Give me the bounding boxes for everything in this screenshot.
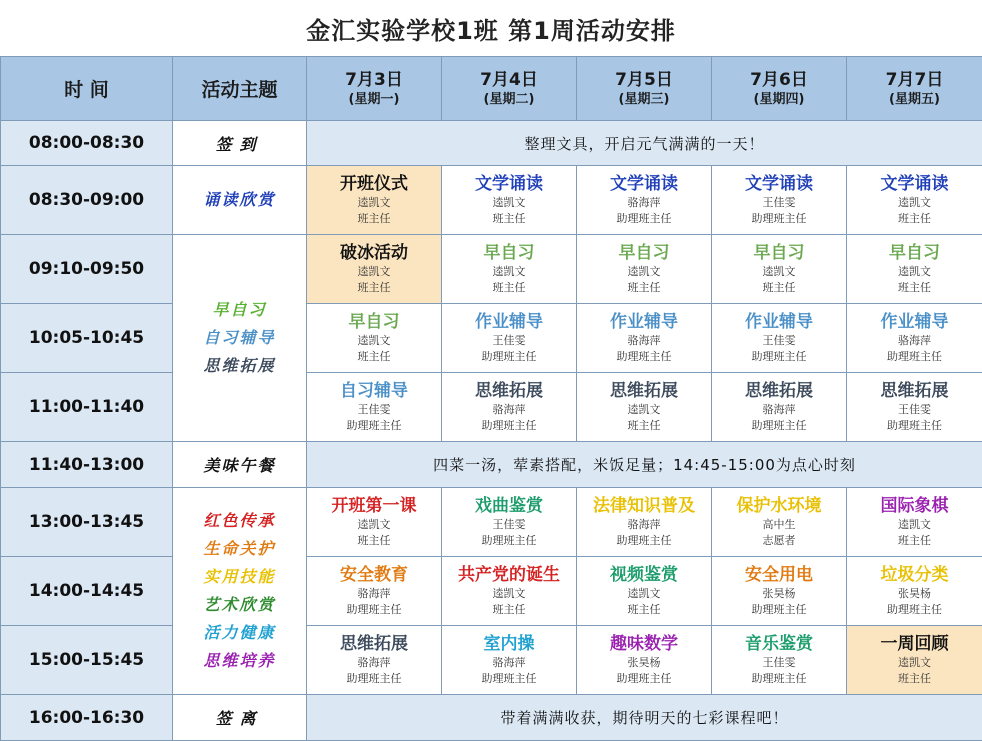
activity-title: 一周回顾	[880, 634, 949, 654]
theme-text: 红色传承	[203, 511, 276, 530]
activity-cell	[307, 304, 442, 373]
activity-title: 破冰活动	[340, 243, 408, 263]
teacher-name: 逵凯文	[898, 196, 931, 209]
theme-text: 自习辅导	[203, 328, 276, 347]
teacher-name: 骆海萍	[627, 518, 661, 531]
activity-title: 思维拓展	[745, 381, 813, 401]
activity-cell	[577, 166, 712, 235]
activity-title: 开班第一课	[331, 496, 417, 516]
teacher-name: 逵凯文	[357, 518, 391, 531]
teacher-role: 班主任	[898, 281, 931, 294]
activity-title: 安全用电	[745, 565, 813, 585]
teacher-name: 逵凯文	[762, 265, 796, 278]
activity-cell	[847, 235, 982, 304]
time-slot: 13:00-13:45	[1, 488, 173, 557]
theme-reading	[173, 166, 307, 235]
teacher-name: 骆海萍	[762, 403, 796, 416]
activity-cell	[442, 373, 577, 442]
teacher-name: 逵凯文	[357, 334, 391, 347]
teacher-role: 班主任	[762, 281, 796, 294]
theme-text: 早自习	[212, 300, 267, 319]
activity-cell	[577, 235, 712, 304]
time-slot: 10:05-10:45	[1, 304, 173, 373]
activity-cell	[847, 557, 982, 626]
activity-cell	[307, 488, 442, 557]
teacher-name: 王佳雯	[898, 403, 931, 416]
activity-cell	[847, 488, 982, 557]
activity-title: 思维拓展	[475, 381, 543, 401]
activity-title: 法律知识普及	[593, 496, 695, 516]
time-slot: 15:00-15:45	[1, 626, 173, 695]
teacher-role: 助理班主任	[346, 419, 402, 432]
teacher-name: 逵凯文	[627, 265, 661, 278]
teacher-role: 助理班主任	[616, 212, 672, 225]
activity-cell	[712, 373, 847, 442]
teacher-role: 助理班主任	[887, 603, 942, 616]
teacher-role: 助理班主任	[481, 350, 537, 363]
teacher-name: 逵凯文	[627, 403, 661, 416]
activity-cell	[577, 304, 712, 373]
activity-title: 垃圾分类	[880, 565, 949, 585]
teacher-name: 逵凯文	[492, 196, 526, 209]
activity-title: 作业辅导	[880, 312, 949, 332]
teacher-name: 王佳雯	[492, 518, 526, 531]
teacher-name: 逵凯文	[627, 587, 661, 600]
header-day-5	[847, 57, 982, 121]
teacher-name: 王佳雯	[357, 403, 391, 416]
teacher-name: 张昊杨	[762, 587, 796, 600]
activity-cell	[442, 557, 577, 626]
day-weekday: (星期二)	[483, 91, 535, 107]
theme-lunch: 美味午餐	[173, 442, 307, 488]
row-1300	[1, 488, 982, 557]
activity-cell	[442, 488, 577, 557]
theme-text: 思维拓展	[203, 356, 276, 375]
teacher-role: 班主任	[898, 212, 931, 225]
signout-note: 带着满满收获，期待明天的七彩课程吧！	[307, 695, 982, 741]
activity-cell	[442, 304, 577, 373]
theme-signout: 签离	[173, 695, 307, 741]
activity-title: 室内操	[483, 634, 535, 654]
teacher-name: 骆海萍	[492, 656, 526, 669]
row-lunch	[1, 442, 982, 488]
row-0830	[1, 166, 982, 235]
activity-cell	[307, 557, 442, 626]
teacher-role: 助理班主任	[751, 603, 807, 616]
activity-title: 文学诵读	[475, 174, 543, 194]
teacher-name: 骆海萍	[357, 656, 391, 669]
activity-title: 国际象棋	[880, 496, 949, 516]
signin-note: 整理文具，开启元气满满的一天！	[307, 121, 982, 166]
activity-title: 文学诵读	[745, 174, 813, 194]
page-title: 金汇实验学校1班 第1周活动安排	[306, 16, 676, 45]
teacher-name: 王佳雯	[762, 656, 796, 669]
activity-cell	[307, 626, 442, 695]
theme-text: 诵读欣赏	[203, 190, 276, 209]
activity-title: 文学诵读	[610, 174, 678, 194]
header-time: 时 间	[1, 57, 173, 121]
activity-cell	[442, 626, 577, 695]
teacher-role: 班主任	[357, 534, 391, 547]
day-date: 7月7日	[885, 69, 944, 90]
teacher-role: 助理班主任	[751, 419, 807, 432]
time-slot: 11:00-11:40	[1, 373, 173, 442]
activity-title: 早自习	[753, 243, 805, 263]
activity-cell	[442, 166, 577, 235]
activity-cell	[712, 488, 847, 557]
teacher-role: 班主任	[627, 281, 661, 294]
theme-text: 活力健康	[203, 623, 276, 642]
teacher-role: 班主任	[492, 603, 526, 616]
teacher-role: 班主任	[492, 212, 526, 225]
activity-cell	[442, 235, 577, 304]
teacher-role: 班主任	[627, 419, 661, 432]
activity-title: 早自习	[483, 243, 535, 263]
teacher-role: 助理班主任	[751, 672, 807, 685]
theme-text: 生命关护	[203, 539, 276, 558]
teacher-name: 王佳雯	[492, 334, 526, 347]
teacher-name: 张昊杨	[627, 656, 661, 669]
activity-cell	[847, 373, 982, 442]
teacher-role: 助理班主任	[887, 419, 942, 432]
day-date: 7月3日	[345, 69, 403, 90]
theme-text: 思维培养	[203, 651, 276, 670]
teacher-name: 骆海萍	[357, 587, 391, 600]
lunch-note: 四菜一汤，荤素搭配，米饭足量；14:45-15:00为点心时刻	[307, 442, 982, 488]
teacher-role: 班主任	[492, 281, 526, 294]
activity-title: 共产党的诞生	[458, 565, 560, 585]
activity-cell	[712, 235, 847, 304]
activity-title: 作业辅导	[475, 312, 543, 332]
row-0910	[1, 235, 982, 304]
day-weekday: (星期一)	[348, 91, 400, 107]
teacher-name: 高中生	[762, 518, 796, 531]
theme-morning	[173, 235, 307, 442]
teacher-name: 骆海萍	[627, 196, 661, 209]
teacher-role: 志愿者	[762, 534, 796, 547]
row-1100	[1, 373, 982, 442]
teacher-role: 班主任	[357, 281, 391, 294]
teacher-role: 班主任	[898, 672, 931, 685]
activity-title: 早自习	[348, 312, 400, 332]
theme-signin: 签到	[173, 121, 307, 166]
day-weekday: (星期三)	[618, 91, 670, 107]
schedule-table	[0, 56, 982, 741]
activity-cell	[847, 626, 982, 695]
teacher-name: 逵凯文	[492, 587, 526, 600]
row-1005	[1, 304, 982, 373]
activity-cell	[712, 557, 847, 626]
time-slot: 14:00-14:45	[1, 557, 173, 626]
teacher-role: 助理班主任	[346, 603, 402, 616]
header-theme: 活动主题	[173, 57, 307, 121]
theme-text: 实用技能	[203, 567, 276, 586]
time-slot: 09:10-09:50	[1, 235, 173, 304]
teacher-name: 张昊杨	[898, 587, 931, 600]
time-slot: 11:40-13:00	[1, 442, 173, 488]
teacher-role: 班主任	[627, 603, 661, 616]
teacher-name: 王佳雯	[762, 334, 796, 347]
teacher-name: 王佳雯	[762, 196, 796, 209]
activity-cell	[847, 304, 982, 373]
row-1400	[1, 557, 982, 626]
activity-title: 思维拓展	[340, 634, 408, 654]
activity-title: 早自习	[889, 243, 940, 263]
time-slot: 16:00-16:30	[1, 695, 173, 741]
teacher-role: 助理班主任	[346, 672, 402, 685]
activity-title: 早自习	[618, 243, 670, 263]
day-date: 7月4日	[480, 69, 538, 90]
teacher-name: 逵凯文	[898, 265, 931, 278]
activity-cell	[577, 373, 712, 442]
teacher-role: 助理班主任	[751, 212, 807, 225]
teacher-role: 助理班主任	[887, 350, 942, 363]
activity-cell	[307, 166, 442, 235]
teacher-role: 班主任	[898, 534, 931, 547]
activity-cell	[307, 235, 442, 304]
time-slot: 08:30-09:00	[1, 166, 173, 235]
header-day-3	[577, 57, 712, 121]
teacher-role: 助理班主任	[751, 350, 807, 363]
time-slot: 08:00-08:30	[1, 121, 173, 166]
day-weekday: (星期五)	[889, 91, 940, 107]
theme-text: 艺术欣赏	[203, 595, 276, 614]
day-date: 7月6日	[750, 69, 808, 90]
teacher-name: 骆海萍	[492, 403, 526, 416]
day-date: 7月5日	[615, 69, 673, 90]
row-1500	[1, 626, 982, 695]
activity-title: 视频鉴赏	[610, 565, 678, 585]
teacher-name: 逵凯文	[492, 265, 526, 278]
activity-title: 自习辅导	[340, 381, 408, 401]
activity-cell	[847, 166, 982, 235]
teacher-role: 助理班主任	[616, 672, 672, 685]
activity-cell	[307, 373, 442, 442]
activity-title: 思维拓展	[610, 381, 678, 401]
activity-title: 开班仪式	[340, 174, 408, 194]
theme-afternoon	[173, 488, 307, 695]
teacher-role: 助理班主任	[481, 534, 537, 547]
activity-title: 音乐鉴赏	[745, 634, 813, 654]
header-row	[1, 57, 982, 121]
activity-title: 作业辅导	[610, 312, 678, 332]
teacher-role: 助理班主任	[616, 350, 672, 363]
activity-cell	[577, 488, 712, 557]
teacher-name: 逵凯文	[898, 656, 931, 669]
activity-title: 安全教育	[340, 565, 408, 585]
teacher-name: 逵凯文	[357, 265, 391, 278]
teacher-role: 班主任	[357, 350, 391, 363]
header-day-2	[442, 57, 577, 121]
activity-title: 文学诵读	[880, 174, 949, 194]
header-day-1	[307, 57, 442, 121]
activity-title: 保护水环境	[736, 496, 822, 516]
header-day-4	[712, 57, 847, 121]
teacher-name: 逵凯文	[898, 518, 931, 531]
teacher-name: 骆海萍	[898, 334, 931, 347]
row-signout	[1, 695, 982, 741]
activity-cell	[577, 557, 712, 626]
teacher-role: 班主任	[357, 212, 391, 225]
teacher-name: 骆海萍	[627, 334, 661, 347]
teacher-role: 助理班主任	[481, 419, 537, 432]
activity-title: 思维拓展	[880, 381, 949, 401]
activity-title: 趣味数学	[610, 634, 678, 654]
day-weekday: (星期四)	[753, 91, 805, 107]
activity-cell	[712, 166, 847, 235]
activity-cell	[712, 304, 847, 373]
activity-cell	[577, 626, 712, 695]
teacher-role: 助理班主任	[616, 534, 672, 547]
teacher-role: 助理班主任	[481, 672, 537, 685]
activity-title: 作业辅导	[745, 312, 813, 332]
row-signin	[1, 121, 982, 166]
activity-cell	[712, 626, 847, 695]
teacher-name: 逵凯文	[357, 196, 391, 209]
activity-title: 戏曲鉴赏	[475, 496, 543, 516]
